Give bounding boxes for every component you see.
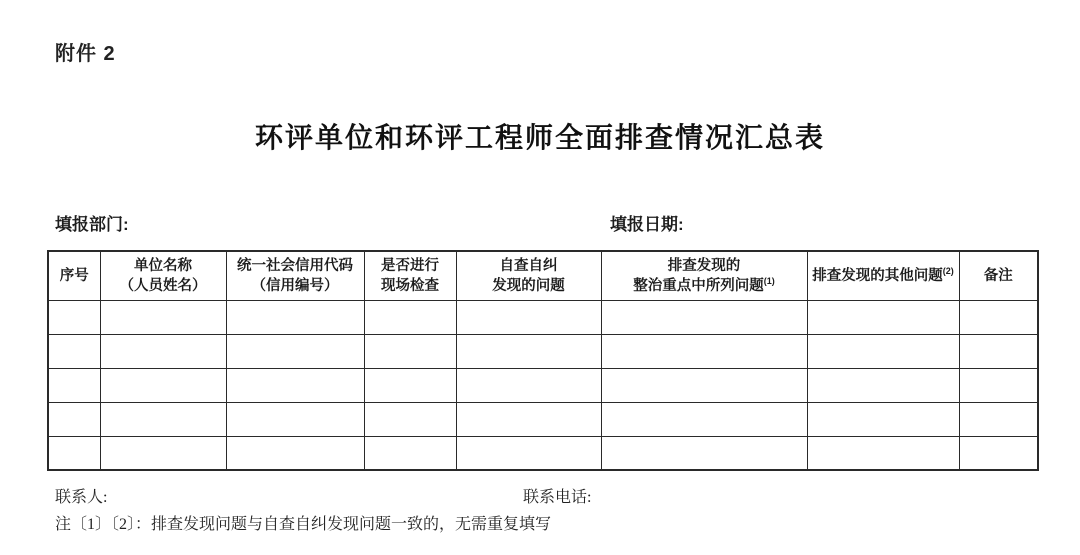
- empty-cell: [364, 402, 456, 436]
- empty-cell: [226, 436, 364, 470]
- col-header-key-rectification-problems: 排查发现的 整治重点中所列问题$^{(1)}$: [601, 251, 807, 300]
- empty-cell: [601, 436, 807, 470]
- empty-cell: [226, 402, 364, 436]
- col-header-credit-code: 统一社会信用代码 （信用编号）: [226, 251, 364, 300]
- col-header-self-check-problems: 自查自纠 发现的问题: [456, 251, 601, 300]
- empty-cell: [100, 334, 226, 368]
- col-header-other-problems: 排查发现的其他问题$^{(2)}$: [807, 251, 959, 300]
- empty-cell: [959, 368, 1038, 402]
- empty-cell: [364, 300, 456, 334]
- empty-cell: [364, 368, 456, 402]
- empty-cell: [226, 334, 364, 368]
- table-row: [48, 436, 1038, 470]
- empty-cell: [807, 300, 959, 334]
- summary-table: [47, 250, 1039, 471]
- table-row: [48, 368, 1038, 402]
- empty-cell: [48, 402, 100, 436]
- empty-cell: [226, 368, 364, 402]
- empty-cell: [100, 436, 226, 470]
- table-row: [48, 334, 1038, 368]
- attachment-label: 附件 2: [55, 43, 116, 65]
- empty-cell: [601, 300, 807, 334]
- department-label: 填报部门:: [55, 215, 129, 234]
- contact-phone-label: 联系电话:: [523, 489, 592, 506]
- empty-cell: [959, 402, 1038, 436]
- footnote: 注〔1〕〔2〕：排查发现问题与自查自纠发现问题一致的，无需重复填写: [55, 516, 552, 533]
- empty-cell: [48, 436, 100, 470]
- empty-cell: [226, 300, 364, 334]
- contact-person-label: 联系人:: [55, 489, 108, 506]
- empty-cell: [100, 402, 226, 436]
- empty-cell: [48, 334, 100, 368]
- empty-cell: [100, 300, 226, 334]
- page-title: 环评单位和环评工程师全面排查情况汇总表: [254, 123, 825, 154]
- empty-cell: [959, 300, 1038, 334]
- col-header-unit-name: 单位名称 （人员姓名）: [100, 251, 226, 300]
- empty-cell: [456, 436, 601, 470]
- empty-cell: [48, 300, 100, 334]
- empty-cell: [601, 334, 807, 368]
- col-header-remarks: 备注: [959, 251, 1038, 300]
- empty-cell: [959, 334, 1038, 368]
- table-body: [48, 300, 1038, 470]
- empty-cell: [456, 402, 601, 436]
- col-header-index: 序号: [48, 251, 100, 300]
- table-row: [48, 402, 1038, 436]
- empty-cell: [601, 368, 807, 402]
- table-header-row: [48, 251, 1038, 300]
- table-row: [48, 300, 1038, 334]
- empty-cell: [100, 368, 226, 402]
- empty-cell: [456, 300, 601, 334]
- col-header-onsite-inspection: 是否进行 现场检查: [364, 251, 456, 300]
- empty-cell: [456, 368, 601, 402]
- empty-cell: [364, 436, 456, 470]
- empty-cell: [364, 334, 456, 368]
- empty-cell: [807, 436, 959, 470]
- empty-cell: [807, 368, 959, 402]
- date-label: 填报日期:: [610, 215, 684, 234]
- empty-cell: [807, 334, 959, 368]
- empty-cell: [959, 436, 1038, 470]
- empty-cell: [456, 334, 601, 368]
- empty-cell: [601, 402, 807, 436]
- empty-cell: [807, 402, 959, 436]
- empty-cell: [48, 368, 100, 402]
